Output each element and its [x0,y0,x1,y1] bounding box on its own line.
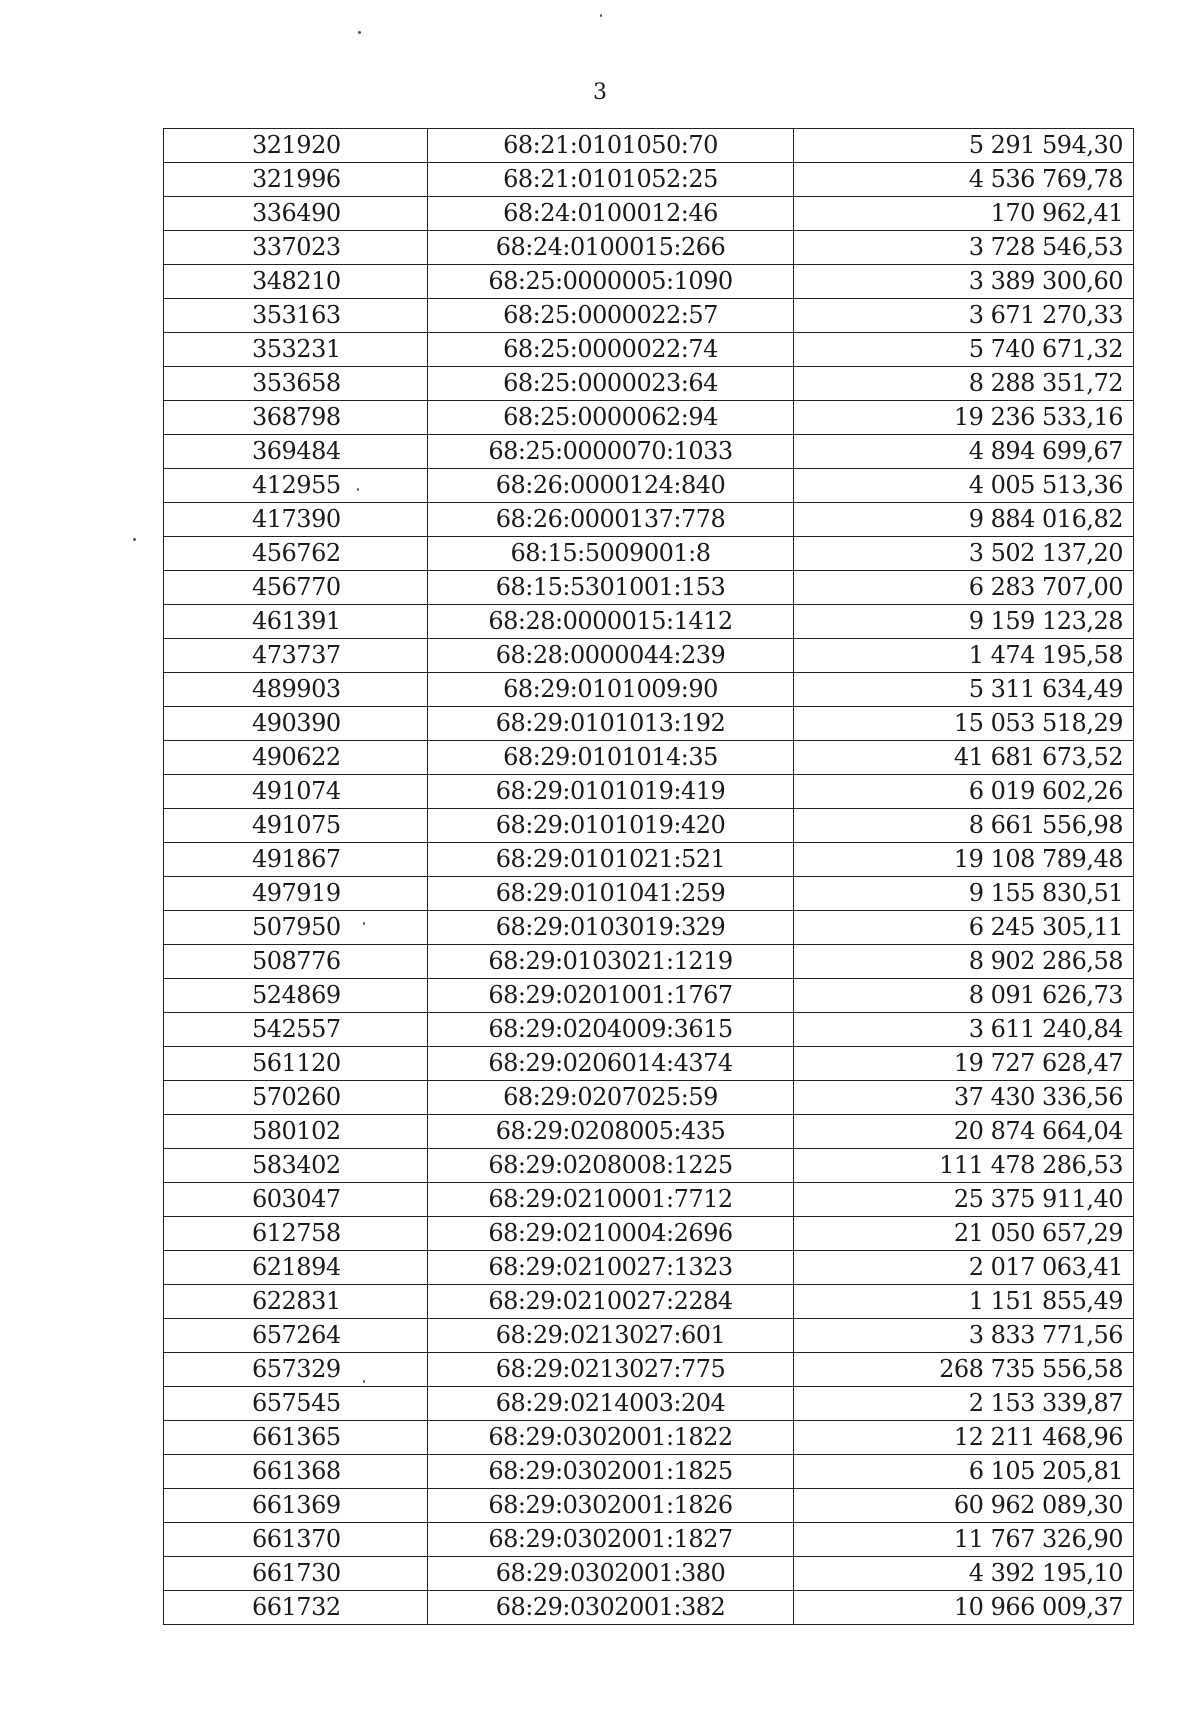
object-id-cell: 661730 [164,1557,428,1591]
cadastral-number-cell: 68:29:0101014:35 [428,741,794,775]
scan-speck [133,538,136,541]
table-row [164,1523,1134,1557]
cadastral-number-cell: 68:29:0101019:419 [428,775,794,809]
object-id-cell: 661370 [164,1523,428,1557]
object-id-cell: 489903 [164,673,428,707]
object-id-cell: 524869 [164,979,428,1013]
object-id-cell: 583402 [164,1149,428,1183]
object-id-cell: 657545 [164,1387,428,1421]
object-id-cell: 621894 [164,1251,428,1285]
amount-cell: 3 611 240,84 [794,1013,1134,1047]
table-row [164,1319,1134,1353]
object-id-cell: 336490 [164,197,428,231]
table-row [164,775,1134,809]
object-id-cell: 561120 [164,1047,428,1081]
cadastral-number-cell: 68:24:0100015:266 [428,231,794,265]
object-id-cell: 661369 [164,1489,428,1523]
cadastral-number-cell: 68:29:0214003:204 [428,1387,794,1421]
amount-cell: 6 105 205,81 [794,1455,1134,1489]
table-row [164,877,1134,911]
amount-cell: 4 894 699,67 [794,435,1134,469]
amount-cell: 4 005 513,36 [794,469,1134,503]
cadastral-number-cell: 68:25:0000022:74 [428,333,794,367]
table-row [164,333,1134,367]
amount-cell: 8 661 556,98 [794,809,1134,843]
amount-cell: 21 050 657,29 [794,1217,1134,1251]
table-row [164,231,1134,265]
table-row [164,741,1134,775]
object-id-cell: 612758 [164,1217,428,1251]
object-id-cell: 368798 [164,401,428,435]
amount-cell: 2 017 063,41 [794,1251,1134,1285]
object-id-cell: 661368 [164,1455,428,1489]
cadastral-number-cell: 68:29:0302001:1826 [428,1489,794,1523]
amount-cell: 2 153 339,87 [794,1387,1134,1421]
cadastral-number-cell: 68:29:0210004:2696 [428,1217,794,1251]
table-row [164,367,1134,401]
cadastral-number-cell: 68:29:0207025:59 [428,1081,794,1115]
registry-table [163,128,1134,1625]
object-id-cell: 337023 [164,231,428,265]
table-row [164,401,1134,435]
cadastral-number-cell: 68:25:0000023:64 [428,367,794,401]
object-id-cell: 491075 [164,809,428,843]
cadastral-number-cell: 68:29:0103019:329 [428,911,794,945]
amount-cell: 25 375 911,40 [794,1183,1134,1217]
cadastral-number-cell: 68:29:0210027:1323 [428,1251,794,1285]
object-id-cell: 353163 [164,299,428,333]
registry-table-body [164,129,1134,1625]
object-id-cell: 508776 [164,945,428,979]
table-row [164,945,1134,979]
amount-cell: 268 735 556,58 [794,1353,1134,1387]
cadastral-number-cell: 68:29:0101013:192 [428,707,794,741]
object-id-cell: 353231 [164,333,428,367]
object-id-cell: 321996 [164,163,428,197]
object-id-cell: 490622 [164,741,428,775]
amount-cell: 3 389 300,60 [794,265,1134,299]
amount-cell: 4 536 769,78 [794,163,1134,197]
table-row [164,1149,1134,1183]
cadastral-number-cell: 68:29:0302001:1825 [428,1455,794,1489]
table-row [164,639,1134,673]
table-row [164,1285,1134,1319]
cadastral-number-cell: 68:26:0000137:778 [428,503,794,537]
cadastral-number-cell: 68:28:0000044:239 [428,639,794,673]
table-row [164,537,1134,571]
page-number: 3 [593,80,607,105]
amount-cell: 6 019 602,26 [794,775,1134,809]
table-row [164,979,1134,1013]
cadastral-number-cell: 68:29:0103021:1219 [428,945,794,979]
amount-cell: 60 962 089,30 [794,1489,1134,1523]
scan-speck [358,31,361,34]
object-id-cell: 461391 [164,605,428,639]
table-row [164,1251,1134,1285]
table-row [164,571,1134,605]
amount-cell: 5 740 671,32 [794,333,1134,367]
object-id-cell: 657264 [164,1319,428,1353]
table-row [164,1387,1134,1421]
table-row [164,605,1134,639]
table-row [164,1421,1134,1455]
amount-cell: 3 833 771,56 [794,1319,1134,1353]
table-row [164,673,1134,707]
cadastral-number-cell: 68:29:0101019:420 [428,809,794,843]
amount-cell: 3 728 546,53 [794,231,1134,265]
amount-cell: 19 727 628,47 [794,1047,1134,1081]
cadastral-number-cell: 68:21:0101052:25 [428,163,794,197]
cadastral-number-cell: 68:25:0000022:57 [428,299,794,333]
amount-cell: 3 502 137,20 [794,537,1134,571]
table-row [164,1217,1134,1251]
amount-cell: 5 291 594,30 [794,129,1134,163]
table-row [164,129,1134,163]
cadastral-number-cell: 68:29:0101041:259 [428,877,794,911]
amount-cell: 37 430 336,56 [794,1081,1134,1115]
amount-cell: 11 767 326,90 [794,1523,1134,1557]
table-row [164,163,1134,197]
cadastral-number-cell: 68:21:0101050:70 [428,129,794,163]
cadastral-number-cell: 68:29:0206014:4374 [428,1047,794,1081]
object-id-cell: 353658 [164,367,428,401]
table-row [164,1183,1134,1217]
amount-cell: 12 211 468,96 [794,1421,1134,1455]
amount-cell: 1 151 855,49 [794,1285,1134,1319]
amount-cell: 19 236 533,16 [794,401,1134,435]
object-id-cell: 417390 [164,503,428,537]
cadastral-number-cell: 68:26:0000124:840 [428,469,794,503]
table-row [164,299,1134,333]
table-row [164,707,1134,741]
table-row [164,469,1134,503]
table-row [164,1047,1134,1081]
amount-cell: 8 288 351,72 [794,367,1134,401]
amount-cell: 10 966 009,37 [794,1591,1134,1625]
table-row [164,1353,1134,1387]
table-row [164,1081,1134,1115]
cadastral-number-cell: 68:25:0000070:1033 [428,435,794,469]
amount-cell: 8 902 286,58 [794,945,1134,979]
table-row [164,1557,1134,1591]
scan-speck [357,488,359,491]
amount-cell: 3 671 270,33 [794,299,1134,333]
cadastral-number-cell: 68:29:0210001:7712 [428,1183,794,1217]
object-id-cell: 497919 [164,877,428,911]
amount-cell: 15 053 518,29 [794,707,1134,741]
cadastral-number-cell: 68:29:0302001:1822 [428,1421,794,1455]
object-id-cell: 661732 [164,1591,428,1625]
table-row [164,197,1134,231]
amount-cell: 6 283 707,00 [794,571,1134,605]
amount-cell: 20 874 664,04 [794,1115,1134,1149]
object-id-cell: 456762 [164,537,428,571]
table-row [164,1455,1134,1489]
cadastral-number-cell: 68:29:0204009:3615 [428,1013,794,1047]
amount-cell: 5 311 634,49 [794,673,1134,707]
table-row [164,1013,1134,1047]
scan-speck [363,1380,365,1383]
cadastral-number-cell: 68:25:0000062:94 [428,401,794,435]
cadastral-number-cell: 68:29:0302001:380 [428,1557,794,1591]
cadastral-number-cell: 68:29:0213027:775 [428,1353,794,1387]
object-id-cell: 491074 [164,775,428,809]
amount-cell: 1 474 195,58 [794,639,1134,673]
amount-cell: 41 681 673,52 [794,741,1134,775]
object-id-cell: 456770 [164,571,428,605]
amount-cell: 6 245 305,11 [794,911,1134,945]
cadastral-number-cell: 68:29:0210027:2284 [428,1285,794,1319]
table-row [164,1591,1134,1625]
amount-cell: 9 159 123,28 [794,605,1134,639]
object-id-cell: 570260 [164,1081,428,1115]
cadastral-number-cell: 68:25:0000005:1090 [428,265,794,299]
object-id-cell: 473737 [164,639,428,673]
object-id-cell: 491867 [164,843,428,877]
object-id-cell: 412955 [164,469,428,503]
cadastral-number-cell: 68:15:5009001:8 [428,537,794,571]
cadastral-number-cell: 68:29:0101021:521 [428,843,794,877]
cadastral-number-cell: 68:29:0101009:90 [428,673,794,707]
object-id-cell: 622831 [164,1285,428,1319]
cadastral-number-cell: 68:29:0208005:435 [428,1115,794,1149]
cadastral-number-cell: 68:29:0213027:601 [428,1319,794,1353]
cadastral-number-cell: 68:24:0100012:46 [428,197,794,231]
amount-cell: 4 392 195,10 [794,1557,1134,1591]
object-id-cell: 490390 [164,707,428,741]
cadastral-number-cell: 68:15:5301001:153 [428,571,794,605]
cadastral-number-cell: 68:29:0201001:1767 [428,979,794,1013]
object-id-cell: 542557 [164,1013,428,1047]
cadastral-number-cell: 68:28:0000015:1412 [428,605,794,639]
scan-speck [600,14,602,17]
table-row [164,1115,1134,1149]
table-row [164,265,1134,299]
object-id-cell: 321920 [164,129,428,163]
object-id-cell: 507950 [164,911,428,945]
amount-cell: 170 962,41 [794,197,1134,231]
table-row [164,503,1134,537]
cadastral-number-cell: 68:29:0302001:1827 [428,1523,794,1557]
object-id-cell: 661365 [164,1421,428,1455]
object-id-cell: 369484 [164,435,428,469]
amount-cell: 8 091 626,73 [794,979,1134,1013]
object-id-cell: 580102 [164,1115,428,1149]
cadastral-number-cell: 68:29:0208008:1225 [428,1149,794,1183]
scan-speck [363,922,365,925]
table-row [164,809,1134,843]
object-id-cell: 603047 [164,1183,428,1217]
table-row [164,1489,1134,1523]
table-row [164,911,1134,945]
table-row [164,843,1134,877]
object-id-cell: 657329 [164,1353,428,1387]
cadastral-number-cell: 68:29:0302001:382 [428,1591,794,1625]
amount-cell: 19 108 789,48 [794,843,1134,877]
amount-cell: 111 478 286,53 [794,1149,1134,1183]
amount-cell: 9 884 016,82 [794,503,1134,537]
object-id-cell: 348210 [164,265,428,299]
amount-cell: 9 155 830,51 [794,877,1134,911]
table-row [164,435,1134,469]
